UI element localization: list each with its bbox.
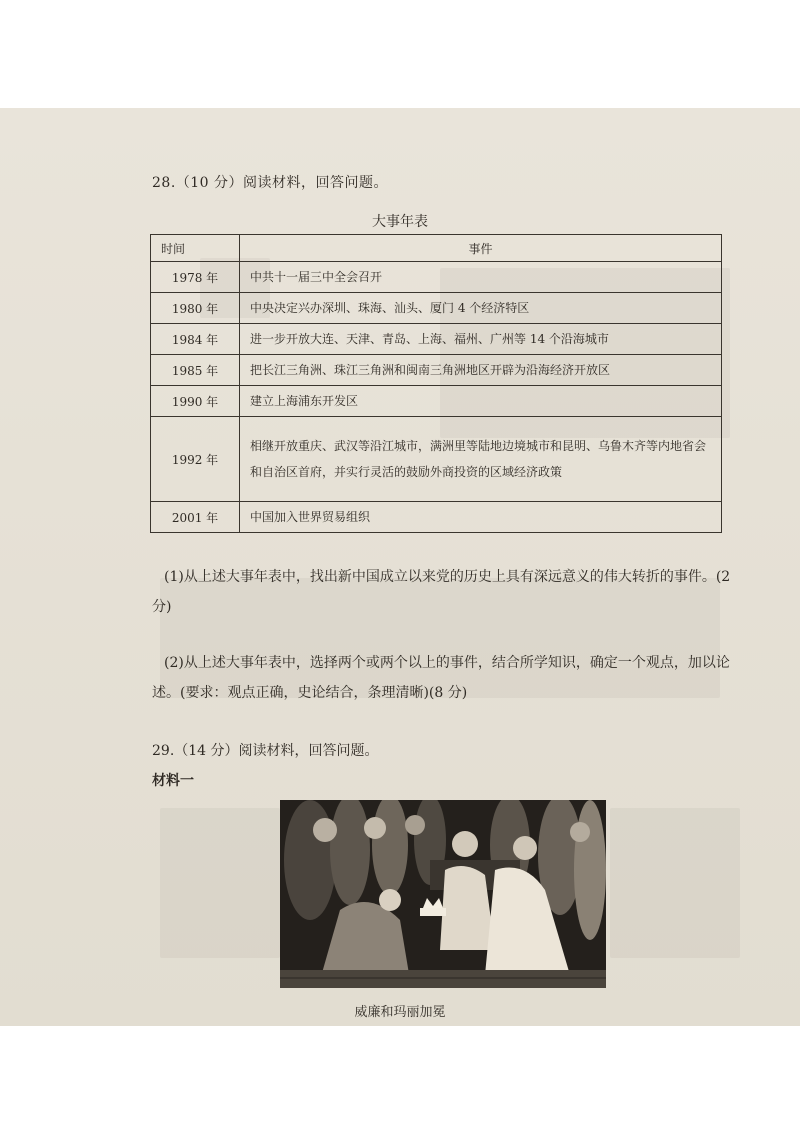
table-row bbox=[151, 417, 722, 502]
table-header-row bbox=[151, 235, 722, 262]
row-year: 1985 年 bbox=[151, 355, 240, 386]
bleed-through-block bbox=[610, 808, 740, 958]
row-event: 中央决定兴办深圳、珠海、汕头、厦门 4 个经济特区 bbox=[240, 293, 722, 324]
question-29-title: 29.（14 分）阅读材料，回答问题。 bbox=[152, 743, 379, 759]
header-event: 事件 bbox=[240, 235, 722, 262]
part-2-text: (2)从上述大事年表中，选择两个或两个以上的事件，结合所学知识，确定一个观点，加以论述。(要求：观点正确，史论结合，条理清晰)(8 分) bbox=[152, 655, 730, 701]
document-photo bbox=[0, 108, 800, 1026]
row-year: 1990 年 bbox=[151, 386, 240, 417]
row-event: 中国加入世界贸易组织 bbox=[240, 502, 722, 533]
header-time: 时间 bbox=[151, 235, 240, 262]
chronology-table bbox=[150, 234, 722, 533]
row-event: 把长江三角洲、珠江三角洲和闽南三角洲地区开辟为沿海经济开放区 bbox=[240, 355, 722, 386]
table-row bbox=[151, 324, 722, 355]
row-event: 建立上海浦东开发区 bbox=[240, 386, 722, 417]
row-event: 中共十一届三中全会召开 bbox=[240, 262, 722, 293]
table-row bbox=[151, 262, 722, 293]
table-row bbox=[151, 502, 722, 533]
question-28-part-1 bbox=[152, 562, 752, 622]
row-year: 1978 年 bbox=[151, 262, 240, 293]
table-row bbox=[151, 386, 722, 417]
row-year: 2001 年 bbox=[151, 502, 240, 533]
question-28-part-2 bbox=[152, 648, 752, 708]
row-year: 1992 年 bbox=[151, 417, 240, 502]
row-year: 1984 年 bbox=[151, 324, 240, 355]
bleed-through-block bbox=[160, 808, 280, 958]
engraving-illustration bbox=[280, 800, 606, 988]
row-year: 1980 年 bbox=[151, 293, 240, 324]
part-1-text: (1)从上述大事年表中，找出新中国成立以来党的历史上具有深远意义的伟大转折的事件。(2 分) bbox=[152, 569, 731, 615]
row-event: 进一步开放大连、天津、青岛、上海、福州、广州等 14 个沿海城市 bbox=[240, 324, 722, 355]
image-caption: 威廉和玛丽加冕 bbox=[354, 1005, 446, 1020]
table-row bbox=[151, 355, 722, 386]
row-event: 相继开放重庆、武汉等沿江城市，满洲里等陆地边境城市和昆明、乌鲁木齐等内地省会和自治区首府，并实行灵活的鼓励外商投资的区域经济政策 bbox=[240, 417, 722, 502]
table-row bbox=[151, 293, 722, 324]
table-title: 大事年表 bbox=[372, 214, 428, 230]
material-label: 材料一 bbox=[152, 773, 194, 789]
question-28-title: 28.（10 分）阅读材料，回答问题。 bbox=[152, 175, 389, 191]
coronation-engraving bbox=[280, 800, 606, 988]
